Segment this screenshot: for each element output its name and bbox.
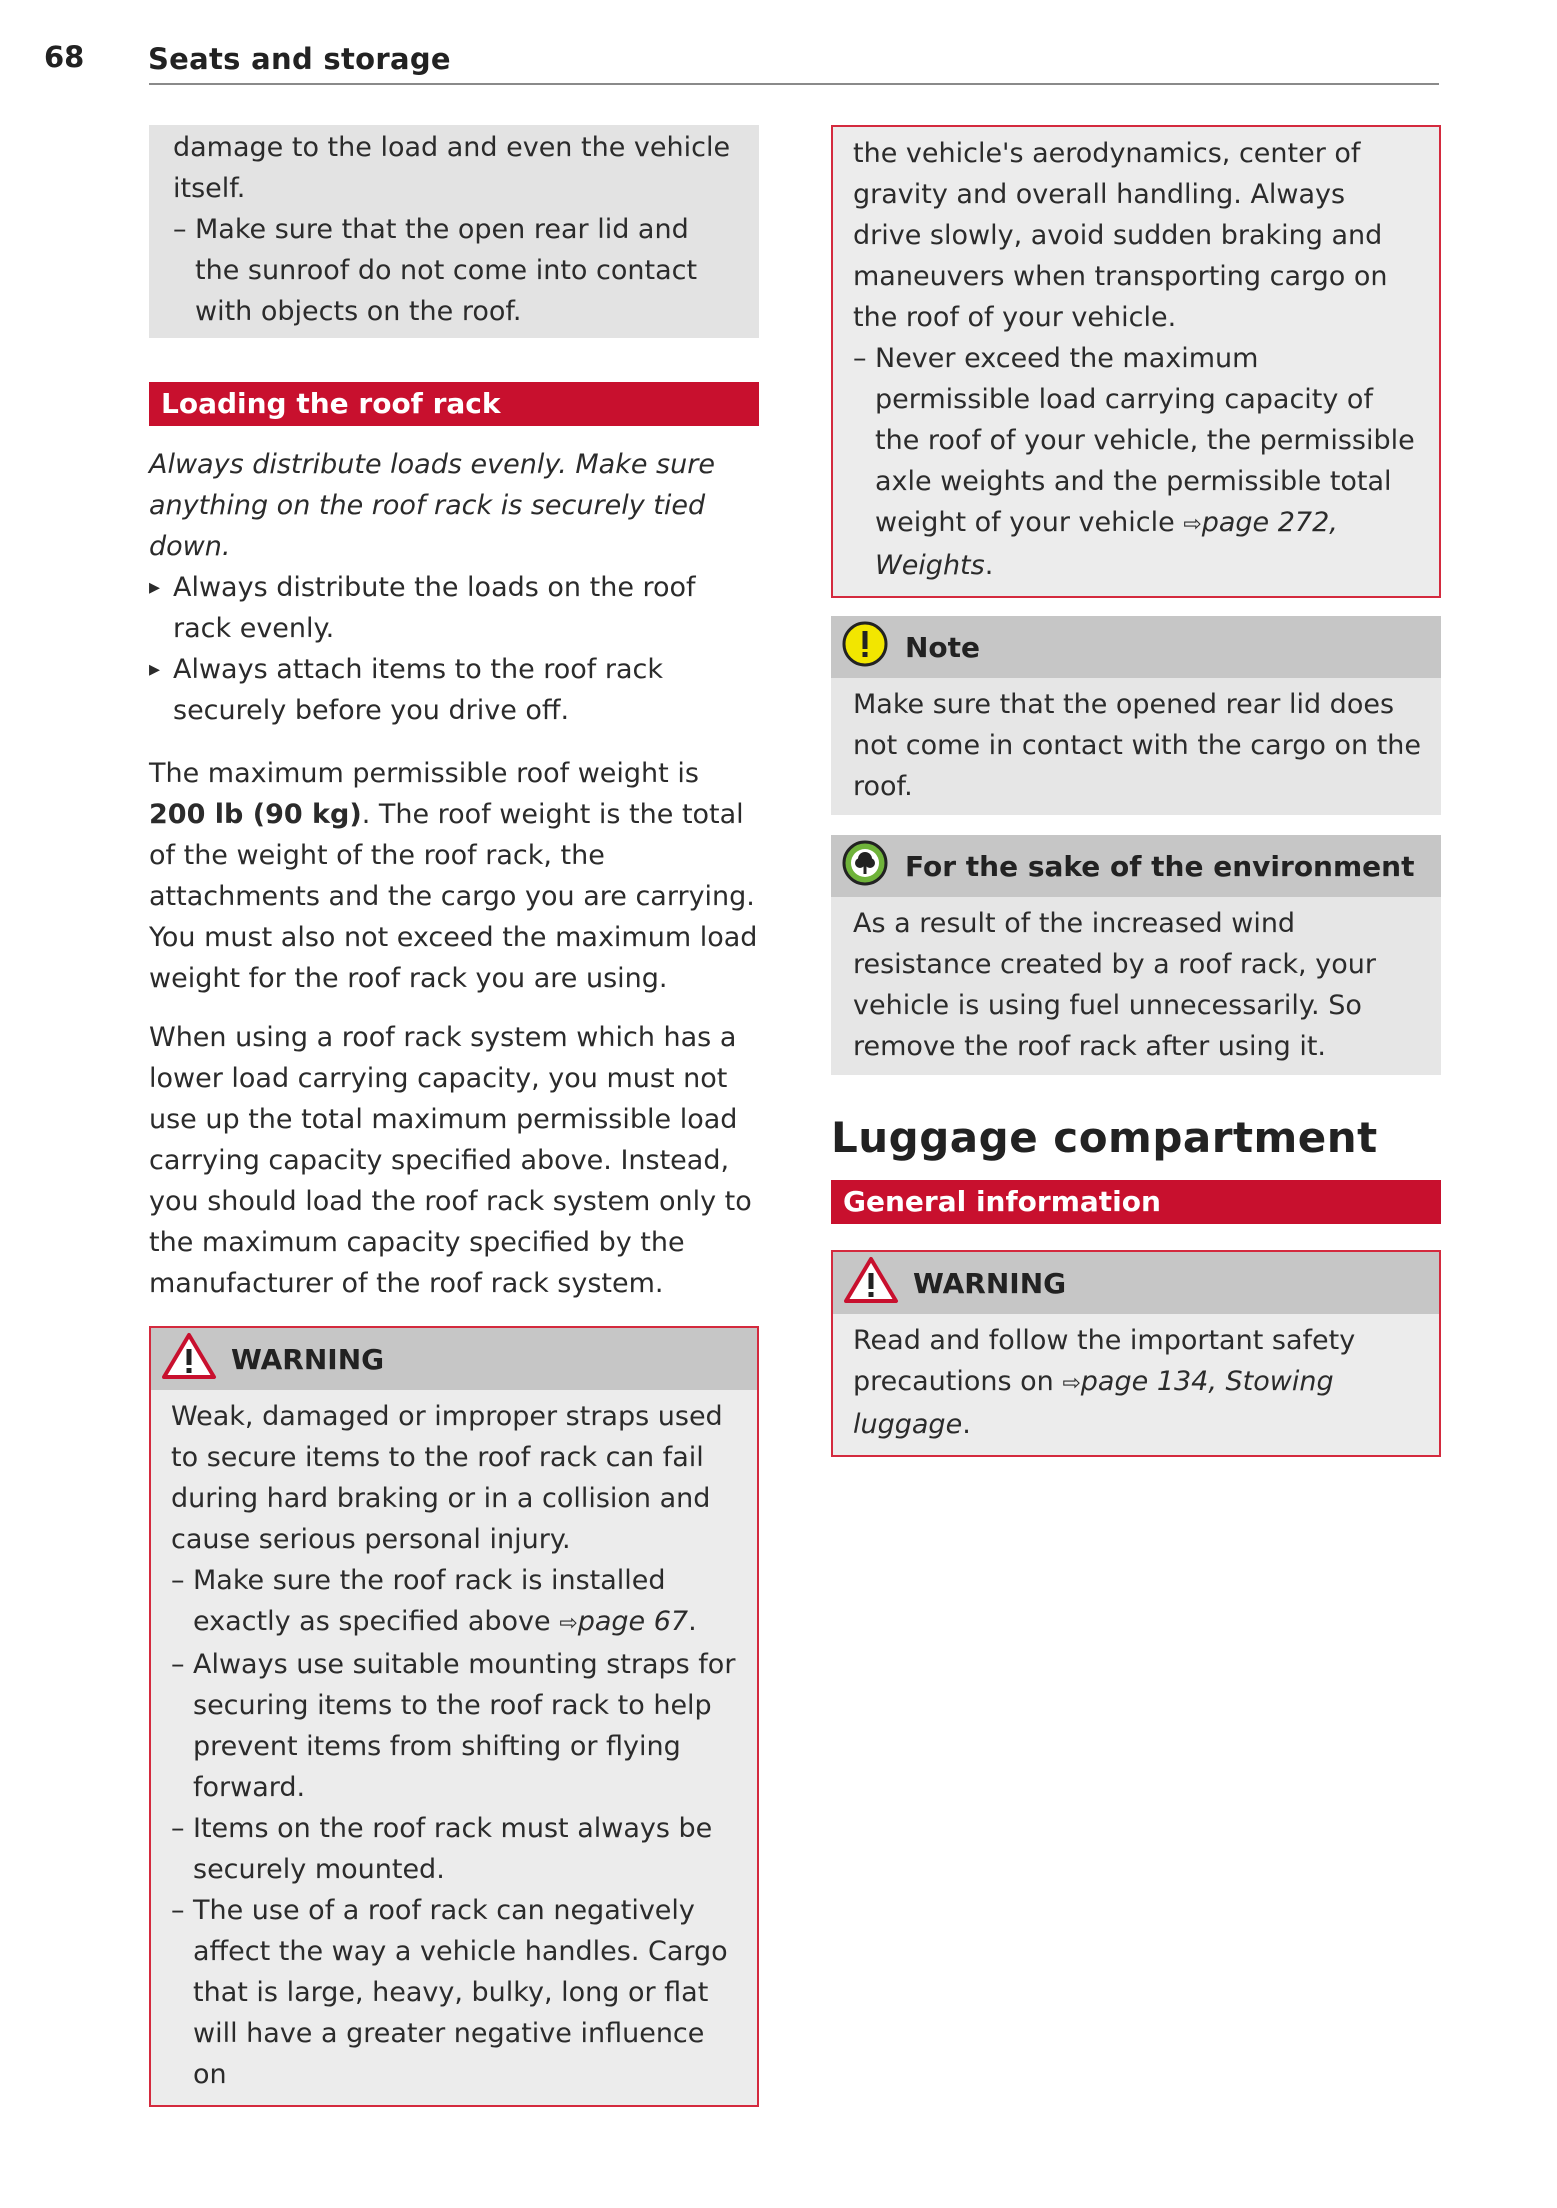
note-box bbox=[831, 616, 1441, 815]
roof-weight-value: 200 lb (90 kg) bbox=[149, 799, 362, 830]
arrow-right-icon: ⇨ bbox=[1062, 1371, 1081, 1396]
list-item: – Make sure that the open rear lid and the sunroof do not come into contact with objects on the roof. bbox=[173, 209, 737, 332]
warning-triangle-icon bbox=[843, 1256, 899, 1311]
step-list bbox=[149, 567, 759, 731]
step-item: ▸ Always distribute the loads on the roof rack evenly. bbox=[149, 567, 759, 649]
page-reference-link[interactable]: page 272, Weights bbox=[875, 507, 1338, 581]
arrow-right-icon: ⇨ bbox=[1183, 512, 1202, 537]
loading-roof-rack-heading: Loading the roof rack bbox=[149, 382, 759, 426]
carryover-warning-box bbox=[149, 125, 759, 338]
note-text: Make sure that the opened rear lid does not come in contact with the cargo on the roof. bbox=[853, 689, 1422, 802]
warning-box-2 bbox=[831, 1250, 1441, 1457]
note-body bbox=[831, 678, 1441, 815]
environment-label: For the sake of the environment bbox=[905, 849, 1415, 883]
note-label: Note bbox=[905, 630, 981, 664]
roof-rack-system-paragraph: When using a roof rack system which has a lower load carrying capacity, you must not use up the total maximum permissible load carrying capacity specified above. Instead, you should load the roof rack system only to the maximum capacity specified by the manufacturer of the roof rack system. bbox=[149, 1022, 752, 1299]
right-column bbox=[831, 125, 1441, 1457]
carryover-text: damage to the load and even the vehicle itself. bbox=[173, 132, 731, 204]
warning-header bbox=[151, 1328, 757, 1390]
environment-body bbox=[831, 897, 1441, 1075]
section-title: Seats and storage bbox=[148, 42, 451, 76]
warning-text: Weak, damaged or improper straps used to secure items to the roof rack can fail during hard braking or in a collision and cause serious personal injury. bbox=[171, 1401, 723, 1555]
warning-body bbox=[151, 1390, 757, 2105]
warning-triangle-icon bbox=[161, 1332, 217, 1387]
header-divider bbox=[149, 83, 1439, 85]
warning-text-main: Read and follow the important safety precautions on bbox=[853, 1325, 1356, 1397]
warning-continued-list bbox=[853, 338, 1421, 586]
roof-weight-text-b: . The roof weight is the total of the weight of the roof rack, the attachments and the cargo you are carrying. You must also not exceed the maximum load weight for the roof rack you are using. bbox=[149, 799, 758, 994]
luggage-compartment-heading: Luggage compartment bbox=[831, 1113, 1378, 1162]
warning-continued-text: the vehicle's aerodynamics, center of gravity and overall handling. Always drive slowly, avoid sudden braking and maneuvers when transporting cargo on the roof of your vehicle. bbox=[853, 138, 1388, 333]
warning-box bbox=[149, 1326, 759, 2107]
page-header bbox=[44, 38, 1444, 86]
environment-box bbox=[831, 835, 1441, 1075]
general-information-heading: General information bbox=[831, 1180, 1441, 1224]
carryover-list bbox=[173, 209, 737, 332]
page-number: 68 bbox=[44, 40, 85, 74]
list-item: – Always use suitable mounting straps for securing items to the roof rack to help prevent items from shifting or flying forward. bbox=[171, 1644, 739, 1808]
step-item: ▸ Always attach items to the roof rack securely before you drive off. bbox=[149, 649, 759, 731]
warning-label: WARNING bbox=[231, 1342, 385, 1376]
warning-continued-body bbox=[833, 127, 1439, 596]
list-item: – Never exceed the maximum permissible load carrying capacity of the roof of your vehicle, the permissible axle weights and the permissible total weight of your vehicle ⇨page 272, Weights. bbox=[853, 338, 1421, 586]
warning-header bbox=[833, 1252, 1439, 1314]
warning-label: WARNING bbox=[913, 1266, 1067, 1300]
warning-text: Read and follow the important safety precautions on ⇨page 134, Stowing luggage. bbox=[853, 1325, 1356, 1440]
arrow-right-icon: ⇨ bbox=[559, 1611, 578, 1636]
tree-icon bbox=[841, 839, 889, 894]
list-item: – The use of a roof rack can negatively affect the way a vehicle handles. Cargo that is large, heavy, bulky, long or flat will have a greater negative influence on bbox=[171, 1890, 739, 2095]
warning-body bbox=[833, 1314, 1439, 1455]
environment-text: As a result of the increased wind resistance created by a roof rack, your vehicle is using fuel unnecessarily. So remove the roof rack after using it. bbox=[853, 908, 1376, 1062]
note-header bbox=[831, 616, 1441, 678]
page-reference-link[interactable]: page 134, Stowing luggage bbox=[853, 1366, 1334, 1440]
exclamation-circle-icon bbox=[841, 620, 889, 675]
roof-weight-text-a: The maximum permissible roof weight is bbox=[149, 758, 699, 789]
warning-item-text: Never exceed the maximum permissible load carrying capacity of the roof of your vehicle, the permissible axle weights and the permissible total weight of your vehicle bbox=[875, 343, 1415, 538]
environment-header bbox=[831, 835, 1441, 897]
warning-continued-box bbox=[831, 125, 1441, 598]
page-reference-link[interactable]: page 67 bbox=[577, 1606, 689, 1637]
roof-weight-paragraph bbox=[149, 753, 759, 999]
section-intro: Always distribute loads evenly. Make sure anything on the roof rack is securely tied down. bbox=[149, 449, 715, 562]
warning-item-text: Make sure the roof rack is installed exactly as specified above bbox=[193, 1565, 666, 1637]
list-item: – Items on the roof rack must always be securely mounted. bbox=[171, 1808, 739, 1890]
warning-list bbox=[171, 1560, 739, 2095]
list-item: – Make sure the roof rack is installed exactly as specified above ⇨page 67. bbox=[171, 1560, 739, 1644]
left-column bbox=[149, 125, 759, 2107]
